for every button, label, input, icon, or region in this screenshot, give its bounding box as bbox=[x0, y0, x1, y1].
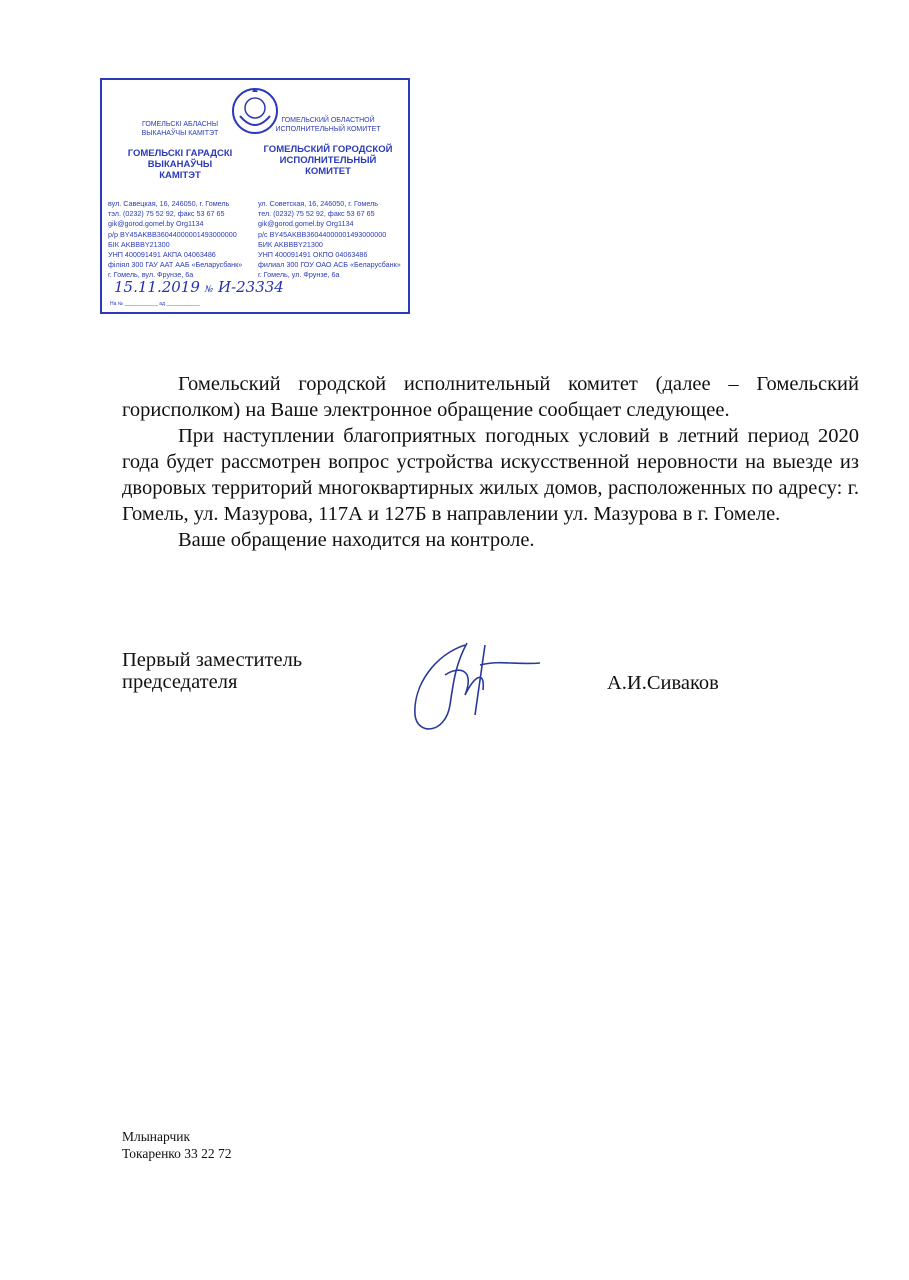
handwritten-registration bbox=[114, 278, 284, 296]
stamp-right-header bbox=[254, 116, 402, 177]
detail-line: gik@gorod.gomel.by Org1134 bbox=[108, 219, 204, 229]
signatory-position bbox=[122, 649, 302, 693]
executor-line: Токаренко 33 22 72 bbox=[122, 1146, 232, 1161]
detail-line: УНП 400091491 ОКПО 04063486 bbox=[258, 250, 368, 260]
org-name-line: ВЫКАНАЎЧЫ bbox=[147, 159, 213, 170]
detail-line: БИК AKBBBY21300 bbox=[258, 239, 323, 249]
stamp-left-details bbox=[108, 199, 242, 281]
parent-org-line: ГОМЕЛЬСКІ АБЛАСНЫ bbox=[141, 121, 219, 128]
number-prefix: № bbox=[204, 285, 214, 295]
position-line: председателя bbox=[122, 671, 238, 693]
detail-line: г. Гомель, вул. Фрунзе, 6а bbox=[108, 270, 194, 280]
detail-line: УНП 400091491 АКПА 04063486 bbox=[108, 250, 216, 260]
stamp-left-header bbox=[106, 120, 254, 181]
org-name-line: КОМИТЕТ bbox=[305, 166, 351, 177]
paragraph: Гомельский городской исполнительный комитет (далее – Гомельский горисполком) на Ваше электронное обращение сообщает следующее. bbox=[122, 373, 859, 421]
parent-org-line: ВЫКАНАЎЧЫ КАМІТЭТ bbox=[141, 130, 219, 137]
stamp-right-details bbox=[258, 199, 401, 281]
registration-stamp bbox=[100, 78, 410, 314]
org-name-line: КАМІТЭТ bbox=[159, 170, 201, 181]
detail-line: г. Гомель, ул. Фрунзе, 6а bbox=[258, 270, 340, 280]
detail-line: тэл. (0232) 75 52 92, факс 53 67 65 bbox=[108, 209, 225, 219]
registration-date: 15.11.2019 bbox=[114, 278, 200, 296]
position-line: Первый заместитель bbox=[122, 649, 303, 671]
signatory-name: А.И.Сиваков bbox=[607, 672, 719, 694]
parent-org-line: ИСПОЛНИТЕЛЬНЫЙ КОМИТЕТ bbox=[275, 126, 381, 133]
detail-line: БІК AKBBBY21300 bbox=[108, 239, 170, 249]
detail-line: gik@gorod.gomel.by Org1134 bbox=[258, 219, 354, 229]
stamp-footer: На № ____________ ад ____________ bbox=[110, 301, 200, 307]
executor-info bbox=[122, 1128, 232, 1162]
org-name-line: ИСПОЛНИТЕЛЬНЫЙ bbox=[279, 155, 377, 166]
detail-line: вул. Савецкая, 16, 246050, г. Гомель bbox=[108, 199, 230, 208]
detail-line: р/с BY45AKBB36044000001493000000 bbox=[258, 229, 387, 239]
detail-line: р/р BY45AKBB36044000001493000000 bbox=[108, 229, 237, 239]
detail-line: филиал 300 ГОУ ОАО АСБ «Беларусбанк» bbox=[258, 260, 401, 270]
org-name-line: ГОМЕЛЬСКИЙ ГОРОДСКОЙ bbox=[263, 144, 393, 155]
paragraph: Ваше обращение находится на контроле. bbox=[178, 529, 535, 551]
handwritten-signature bbox=[405, 635, 555, 740]
executor-line: Млынарчик bbox=[122, 1129, 191, 1144]
letter-body bbox=[122, 371, 859, 553]
org-name-line: ГОМЕЛЬСКІ ГАРАДСКІ bbox=[127, 148, 233, 159]
paragraph: При наступлении благоприятных погодных условий в летний период 2020 года будет рассмотрен вопрос устройства искусственной неровности на выезде из дворовых территорий многоквартирных жилых домов, расположенных по адресу: г. Гомель, ул. Мазурова, 117А и 127Б в направлении ул. Мазурова в г. Гомеле. bbox=[122, 425, 859, 525]
parent-org-line: ГОМЕЛЬСКИЙ ОБЛАСТНОЙ bbox=[281, 117, 375, 124]
detail-line: тел. (0232) 75 52 92, факс 53 67 65 bbox=[258, 209, 375, 219]
detail-line: філіял 300 ГАУ ААТ ААБ «Беларусбанк» bbox=[108, 260, 243, 270]
registration-number: И-23334 bbox=[217, 278, 284, 296]
detail-line: ул. Советская, 16, 246050, г. Гомель bbox=[258, 199, 379, 208]
